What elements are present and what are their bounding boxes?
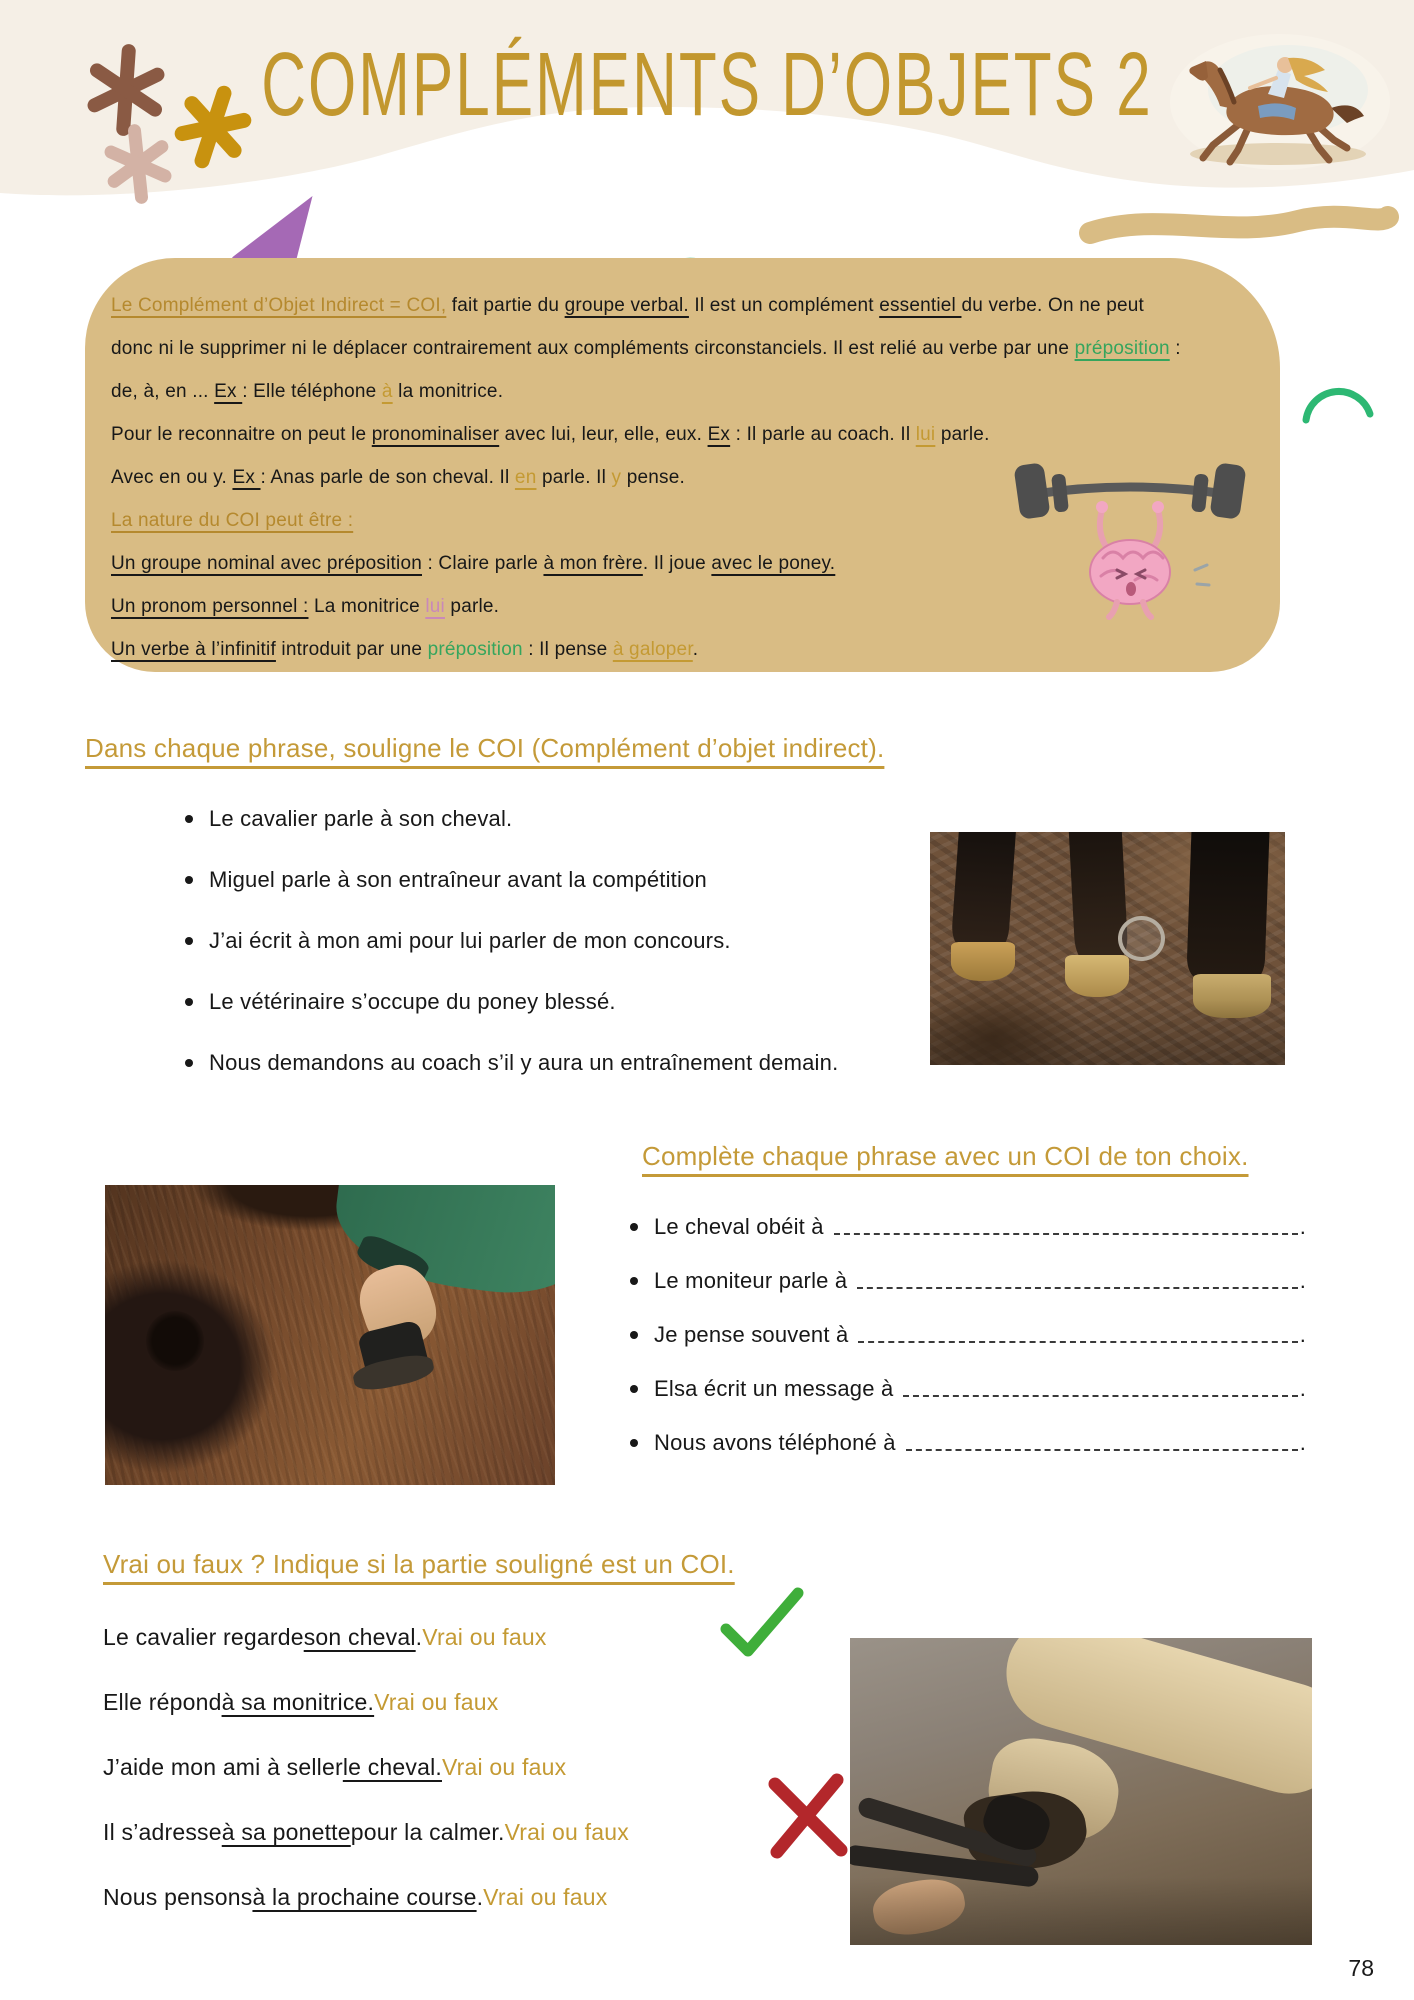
list-item bbox=[185, 910, 945, 971]
list-item bbox=[630, 1416, 1306, 1470]
fill-in-blank[interactable] bbox=[906, 1433, 1298, 1451]
bullet-dot bbox=[185, 815, 193, 823]
sentence-suffix: . bbox=[1299, 1376, 1306, 1401]
exercise1-heading: Dans chaque phrase, souligne le COI (Complément d’objet indirect). bbox=[85, 733, 885, 763]
true-false-item[interactable]: Nous pensons à la prochaine course . Vrai ou faux bbox=[103, 1884, 608, 1910]
lesson-line: Un groupe nominal avec préposition : Claire parle à mon frère. Il joue avec le poney. bbox=[111, 553, 836, 574]
sentence-prefix: Elsa écrit un message à bbox=[654, 1376, 894, 1401]
lesson-line: Le Complément d’Objet Indirect = COI, fait partie du groupe verbal. Il est un complément essentiel du verbe. On ne peut bbox=[111, 295, 1144, 316]
bullet-dot bbox=[185, 937, 193, 945]
fill-in-blank[interactable] bbox=[857, 1271, 1297, 1289]
page-number: 78 bbox=[1348, 1955, 1374, 1981]
bullet-dot bbox=[630, 1223, 638, 1231]
list-item bbox=[185, 849, 945, 910]
green-arc-icon bbox=[1298, 358, 1378, 424]
x-mark-icon bbox=[763, 1772, 853, 1860]
lesson-line: La nature du COI peut être : bbox=[111, 510, 354, 531]
check-mark-icon bbox=[718, 1583, 806, 1665]
bullet-dot bbox=[630, 1277, 638, 1285]
exercise2-list bbox=[630, 1200, 1306, 1470]
sentence-prefix: Nous avons téléphoné à bbox=[654, 1430, 896, 1455]
lesson-line: Un pronom personnel : La monitrice lui parle. bbox=[111, 596, 500, 617]
exercise3-heading: Vrai ou faux ? Indique si la partie souligné est un COI. bbox=[103, 1549, 735, 1579]
list-item bbox=[630, 1362, 1306, 1416]
sentence-prefix: Le moniteur parle à bbox=[654, 1268, 848, 1293]
horse-hooves-photo bbox=[930, 832, 1285, 1065]
list-item bbox=[185, 788, 945, 849]
fill-in-blank[interactable] bbox=[858, 1325, 1297, 1343]
brain-lifting-barbell-illustration bbox=[1005, 452, 1255, 630]
sentence-suffix: . bbox=[1299, 1322, 1306, 1347]
bullet-dot bbox=[185, 1059, 193, 1067]
true-false-item[interactable]: Il s’adresse à sa ponette pour la calmer. Vrai ou faux bbox=[103, 1819, 629, 1845]
lesson-line: Pour le reconnaitre on peut le pronominaliser avec lui, leur, elle, eux. Ex : Il parle au coach. Il lui parle. bbox=[111, 424, 990, 445]
sentence-suffix: . bbox=[1299, 1268, 1306, 1293]
list-item bbox=[630, 1200, 1306, 1254]
sentence: J’ai écrit à mon ami pour lui parler de mon concours. bbox=[209, 927, 731, 953]
list-item bbox=[185, 1032, 945, 1093]
sentence: Miguel parle à son entraîneur avant la compétition bbox=[209, 866, 707, 892]
sentence-suffix: . bbox=[1299, 1430, 1306, 1455]
true-false-item[interactable]: Le cavalier regarde son cheval . Vrai ou faux bbox=[103, 1624, 547, 1650]
list-item bbox=[630, 1254, 1306, 1308]
lesson-line: Un verbe à l’infinitif introduit par une préposition : Il pense à galoper. bbox=[111, 639, 699, 660]
exercise2-heading: Complète chaque phrase avec un COI de ton choix. bbox=[642, 1141, 1249, 1171]
true-false-item[interactable]: Elle répond à sa monitrice. Vrai ou faux bbox=[103, 1689, 499, 1715]
list-item bbox=[630, 1308, 1306, 1362]
fill-in-blank[interactable] bbox=[834, 1217, 1298, 1235]
sentence: Le vétérinaire s’occupe du poney blessé. bbox=[209, 988, 616, 1014]
lesson-line: Avec en ou y. Ex : Anas parle de son cheval. Il en parle. Il y pense. bbox=[111, 467, 685, 488]
farrier-hoof-care-photo bbox=[850, 1638, 1312, 1945]
lesson-line: donc ni le supprimer ni le déplacer contrairement aux compléments circonstanciels. Il est relié au verbe par une préposition : bbox=[111, 338, 1181, 359]
sentence-suffix: . bbox=[1299, 1214, 1306, 1239]
bullet-dot bbox=[630, 1331, 638, 1339]
bullet-dot bbox=[630, 1385, 638, 1393]
page-title: COMPLÉMENTS D’OBJETS 2 bbox=[261, 35, 1153, 136]
exercise1-list bbox=[185, 788, 945, 1093]
fill-in-blank[interactable] bbox=[903, 1379, 1297, 1397]
lesson-line: de, à, en ... Ex : Elle téléphone à la monitrice. bbox=[111, 381, 504, 402]
tan-swoosh-icon bbox=[1078, 203, 1400, 251]
sentence: Le cavalier parle à son cheval. bbox=[209, 805, 513, 831]
sentence-prefix: Le cheval obéit à bbox=[654, 1214, 824, 1239]
bullet-dot bbox=[185, 876, 193, 884]
bullet-dot bbox=[630, 1439, 638, 1447]
list-item bbox=[185, 971, 945, 1032]
horse-grooming-photo bbox=[105, 1185, 555, 1485]
sentence: Nous demandons au coach s’il y aura un entraînement demain. bbox=[209, 1049, 839, 1075]
true-false-item[interactable]: J’aide mon ami à seller le cheval. Vrai ou faux bbox=[103, 1754, 567, 1780]
sentence-prefix: Je pense souvent à bbox=[654, 1322, 849, 1347]
girl-riding-horse-illustration bbox=[1168, 30, 1393, 175]
bullet-dot bbox=[185, 998, 193, 1006]
